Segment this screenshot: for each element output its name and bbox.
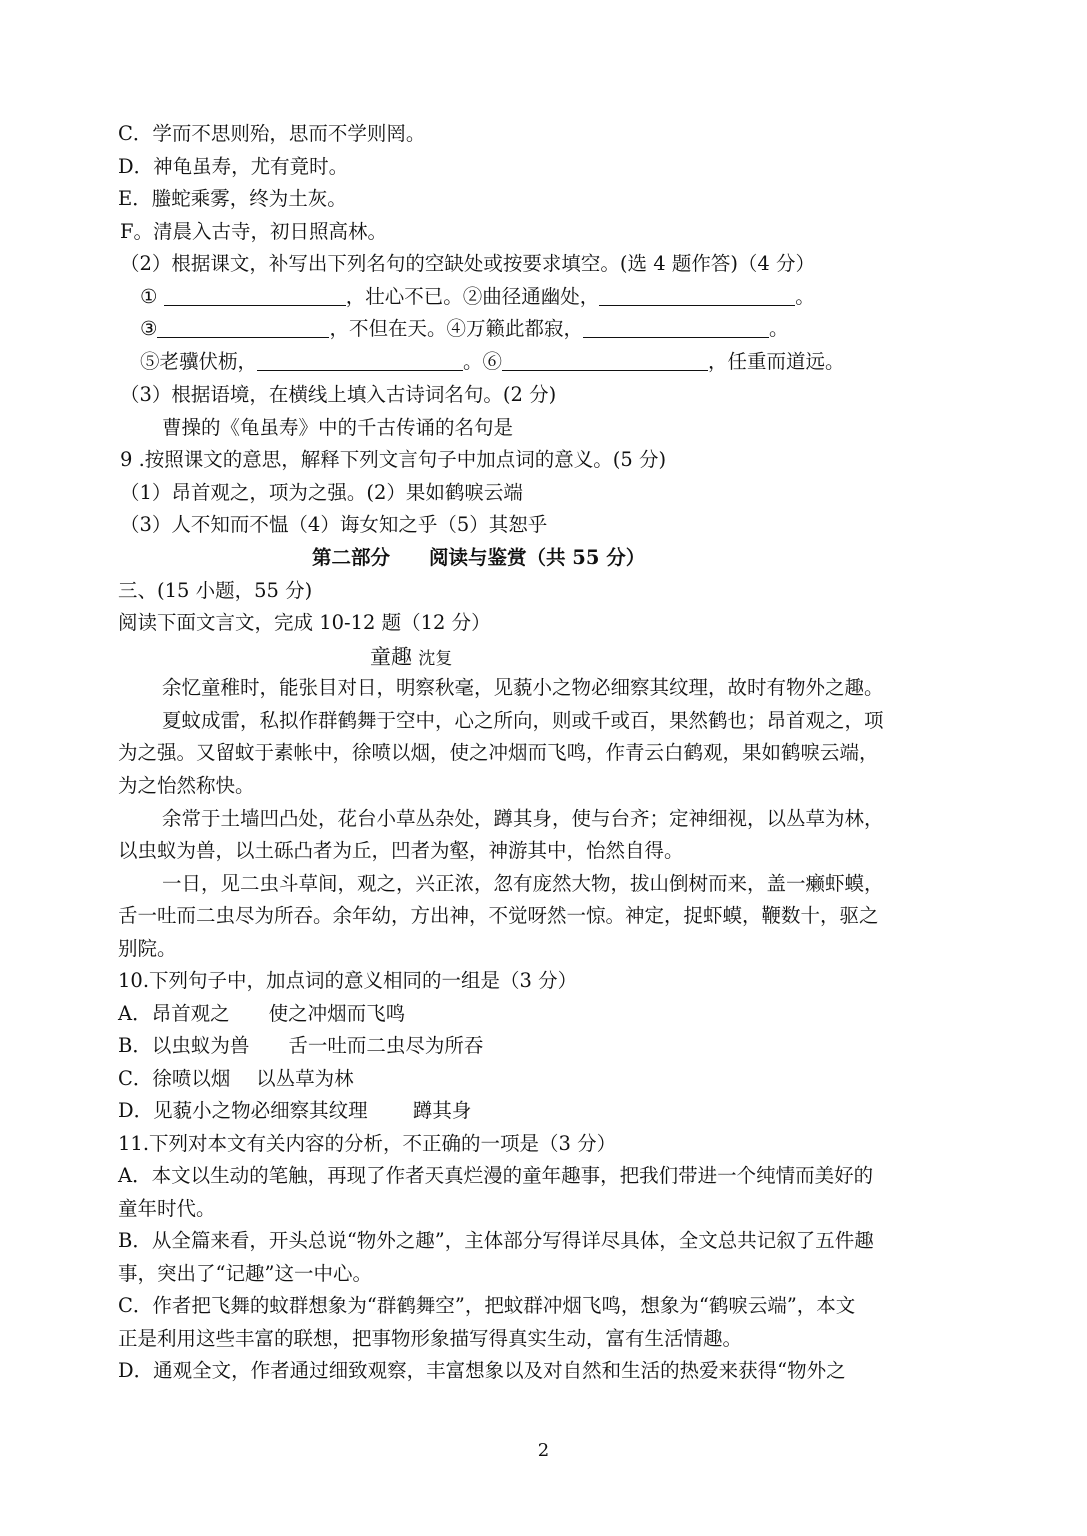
question-9-line-1: （1）昂首观之，项为之强。(2）果如鹤唳云端 <box>120 481 523 504</box>
q10-option-c: C．徐喷以烟 以丛草为林 <box>118 1067 354 1090</box>
question-9: 9 .按照课文的意思，解释下列文言句子中加点词的意义。(5 分) <box>120 448 667 471</box>
answer-blank-1[interactable] <box>164 285 346 306</box>
question-11: 11.下列对本文有关内容的分析，不正确的一项是（3 分） <box>118 1132 617 1155</box>
reading-intro: 阅读下面文言文，完成 10-12 题（12 分） <box>118 611 491 634</box>
fill2-label: ②曲径通幽处， <box>462 285 600 308</box>
q11-option-b-line2: 事，突出了“记趣”这一中心。 <box>118 1262 372 1285</box>
option-f: F。清晨入古寺，初日照高林。 <box>120 220 388 243</box>
answer-blank-5[interactable] <box>257 350 463 371</box>
fill4-tail: 。 <box>769 317 789 340</box>
q11-option-c-line1: C．作者把飞舞的蚊群想象为“群鹤舞空”，把蚊群冲烟飞鸣，想象为“鹤唳云端”，本文 <box>118 1294 856 1317</box>
fill3-tail: ，不但在天。 <box>329 317 447 340</box>
fill3-label: ③ <box>140 317 158 340</box>
option-d: D．神龟虽寿，尤有竟时。 <box>118 155 349 178</box>
fill5-label: ⑤老骥伏枥， <box>140 350 258 373</box>
page-number: 2 <box>537 1440 550 1461</box>
passage-author: 沈复 <box>418 649 453 669</box>
fill-line-3 <box>140 350 845 374</box>
passage-title: 童趣 <box>370 645 412 669</box>
fill1-label: ① <box>140 285 158 308</box>
answer-blank-3[interactable] <box>157 317 329 338</box>
fill-line-1 <box>140 285 815 309</box>
q10-option-b: B．以虫蚁为兽 舌一吐而二虫尽为所吞 <box>118 1034 484 1057</box>
q10-option-d: D．见藐小之物必细察其纹理 蹲其身 <box>118 1099 472 1122</box>
q10-option-a: A．昂首观之 使之冲烟而飞鸣 <box>118 1002 406 1025</box>
passage-title-line <box>370 645 452 671</box>
passage-p3-line2: 以虫蚁为兽，以土砾凸者为丘，凹者为壑，神游其中，怡然自得。 <box>118 839 684 862</box>
question-9-line-2: （3）人不知而不愠（4）诲女知之乎（5）其恕乎 <box>120 513 548 536</box>
fill2-tail: 。 <box>795 285 815 308</box>
fill1-tail: ，壮心不已。 <box>345 285 463 308</box>
q11-option-c-line2: 正是利用这些丰富的联想，把事物形象描写得真实生动，富有生活情趣。 <box>118 1327 743 1350</box>
passage-p2-line3: 为之怡然称快。 <box>118 774 255 797</box>
question-8-3: （3）根据语境，在横线上填入古诗词名句。(2 分) <box>120 383 557 406</box>
passage-p4-line1: 一日，见二虫斗草间，观之，兴正浓，忽有庞然大物，拔山倒树而来，盖一癞虾蟆， <box>162 872 884 895</box>
answer-blank-4[interactable] <box>583 317 769 338</box>
passage-p2-line1: 夏蚊成雷，私拟作群鹤舞于空中，心之所向，则或千或百，果然鹤也；昂首观之，项 <box>162 709 884 732</box>
fill-line-2 <box>140 317 789 341</box>
passage-p1: 余忆童稚时，能张目对日，明察秋毫，见藐小之物必细察其纹理，故时有物外之趣。 <box>162 676 884 699</box>
q11-option-d-line1: D．通观全文，作者通过细致观察，丰富想象以及对自然和生活的热爱来获得“物外之 <box>118 1359 846 1382</box>
option-c: C．学而不思则殆，思而不学则罔。 <box>118 122 426 145</box>
q11-option-a-line1: A．本文以生动的笔触，再现了作者天真烂漫的童年趣事，把我们带进一个纯情而美好的 <box>118 1164 874 1187</box>
passage-p4-line2: 舌一吐而二虫尽为所吞。余年幼，方出神，不觉呀然一惊。神定，捉虾蟆，鞭数十，驱之 <box>118 904 879 927</box>
fill5-tail: 。⑥ <box>463 350 503 373</box>
question-10: 10.下列句子中，加点词的意义相同的一组是（3 分） <box>118 969 578 992</box>
part-two-heading: 第二部分 阅读与鉴赏（共 55 分） <box>312 546 646 569</box>
option-e: E．螣蛇乘雾，终为土灰。 <box>118 187 347 210</box>
passage-p4-line3: 别院。 <box>118 937 177 960</box>
q11-option-a-line2: 童年时代。 <box>118 1197 216 1220</box>
answer-blank-2[interactable] <box>599 285 795 306</box>
question-8-2: （2）根据课文，补写出下列名句的空缺处或按要求填空。(选 4 题作答)（4 分） <box>120 252 816 275</box>
question-8-3-text: 曹操的《龟虽寿》中的千古传诵的名句是 <box>162 416 514 439</box>
passage-p3-line1: 余常于土墙凹凸处，花台小草丛杂处，蹲其身，使与台齐；定神细视，以丛草为林， <box>162 807 884 830</box>
fill4-label: ④万籁此都寂， <box>446 317 584 340</box>
fill6-tail: ，任重而道远。 <box>708 350 845 373</box>
passage-p2-line2: 为之强。又留蚊于素帐中，徐喷以烟，使之冲烟而飞鸣，作青云白鹤观，果如鹤唳云端， <box>118 741 879 764</box>
section-three: 三、(15 小题，55 分) <box>118 579 313 602</box>
answer-blank-6[interactable] <box>502 350 708 371</box>
q11-option-b-line1: B．从全篇来看，开头总说“物外之趣”，主体部分写得详尽具体，全文总共记叙了五件趣 <box>118 1229 874 1252</box>
